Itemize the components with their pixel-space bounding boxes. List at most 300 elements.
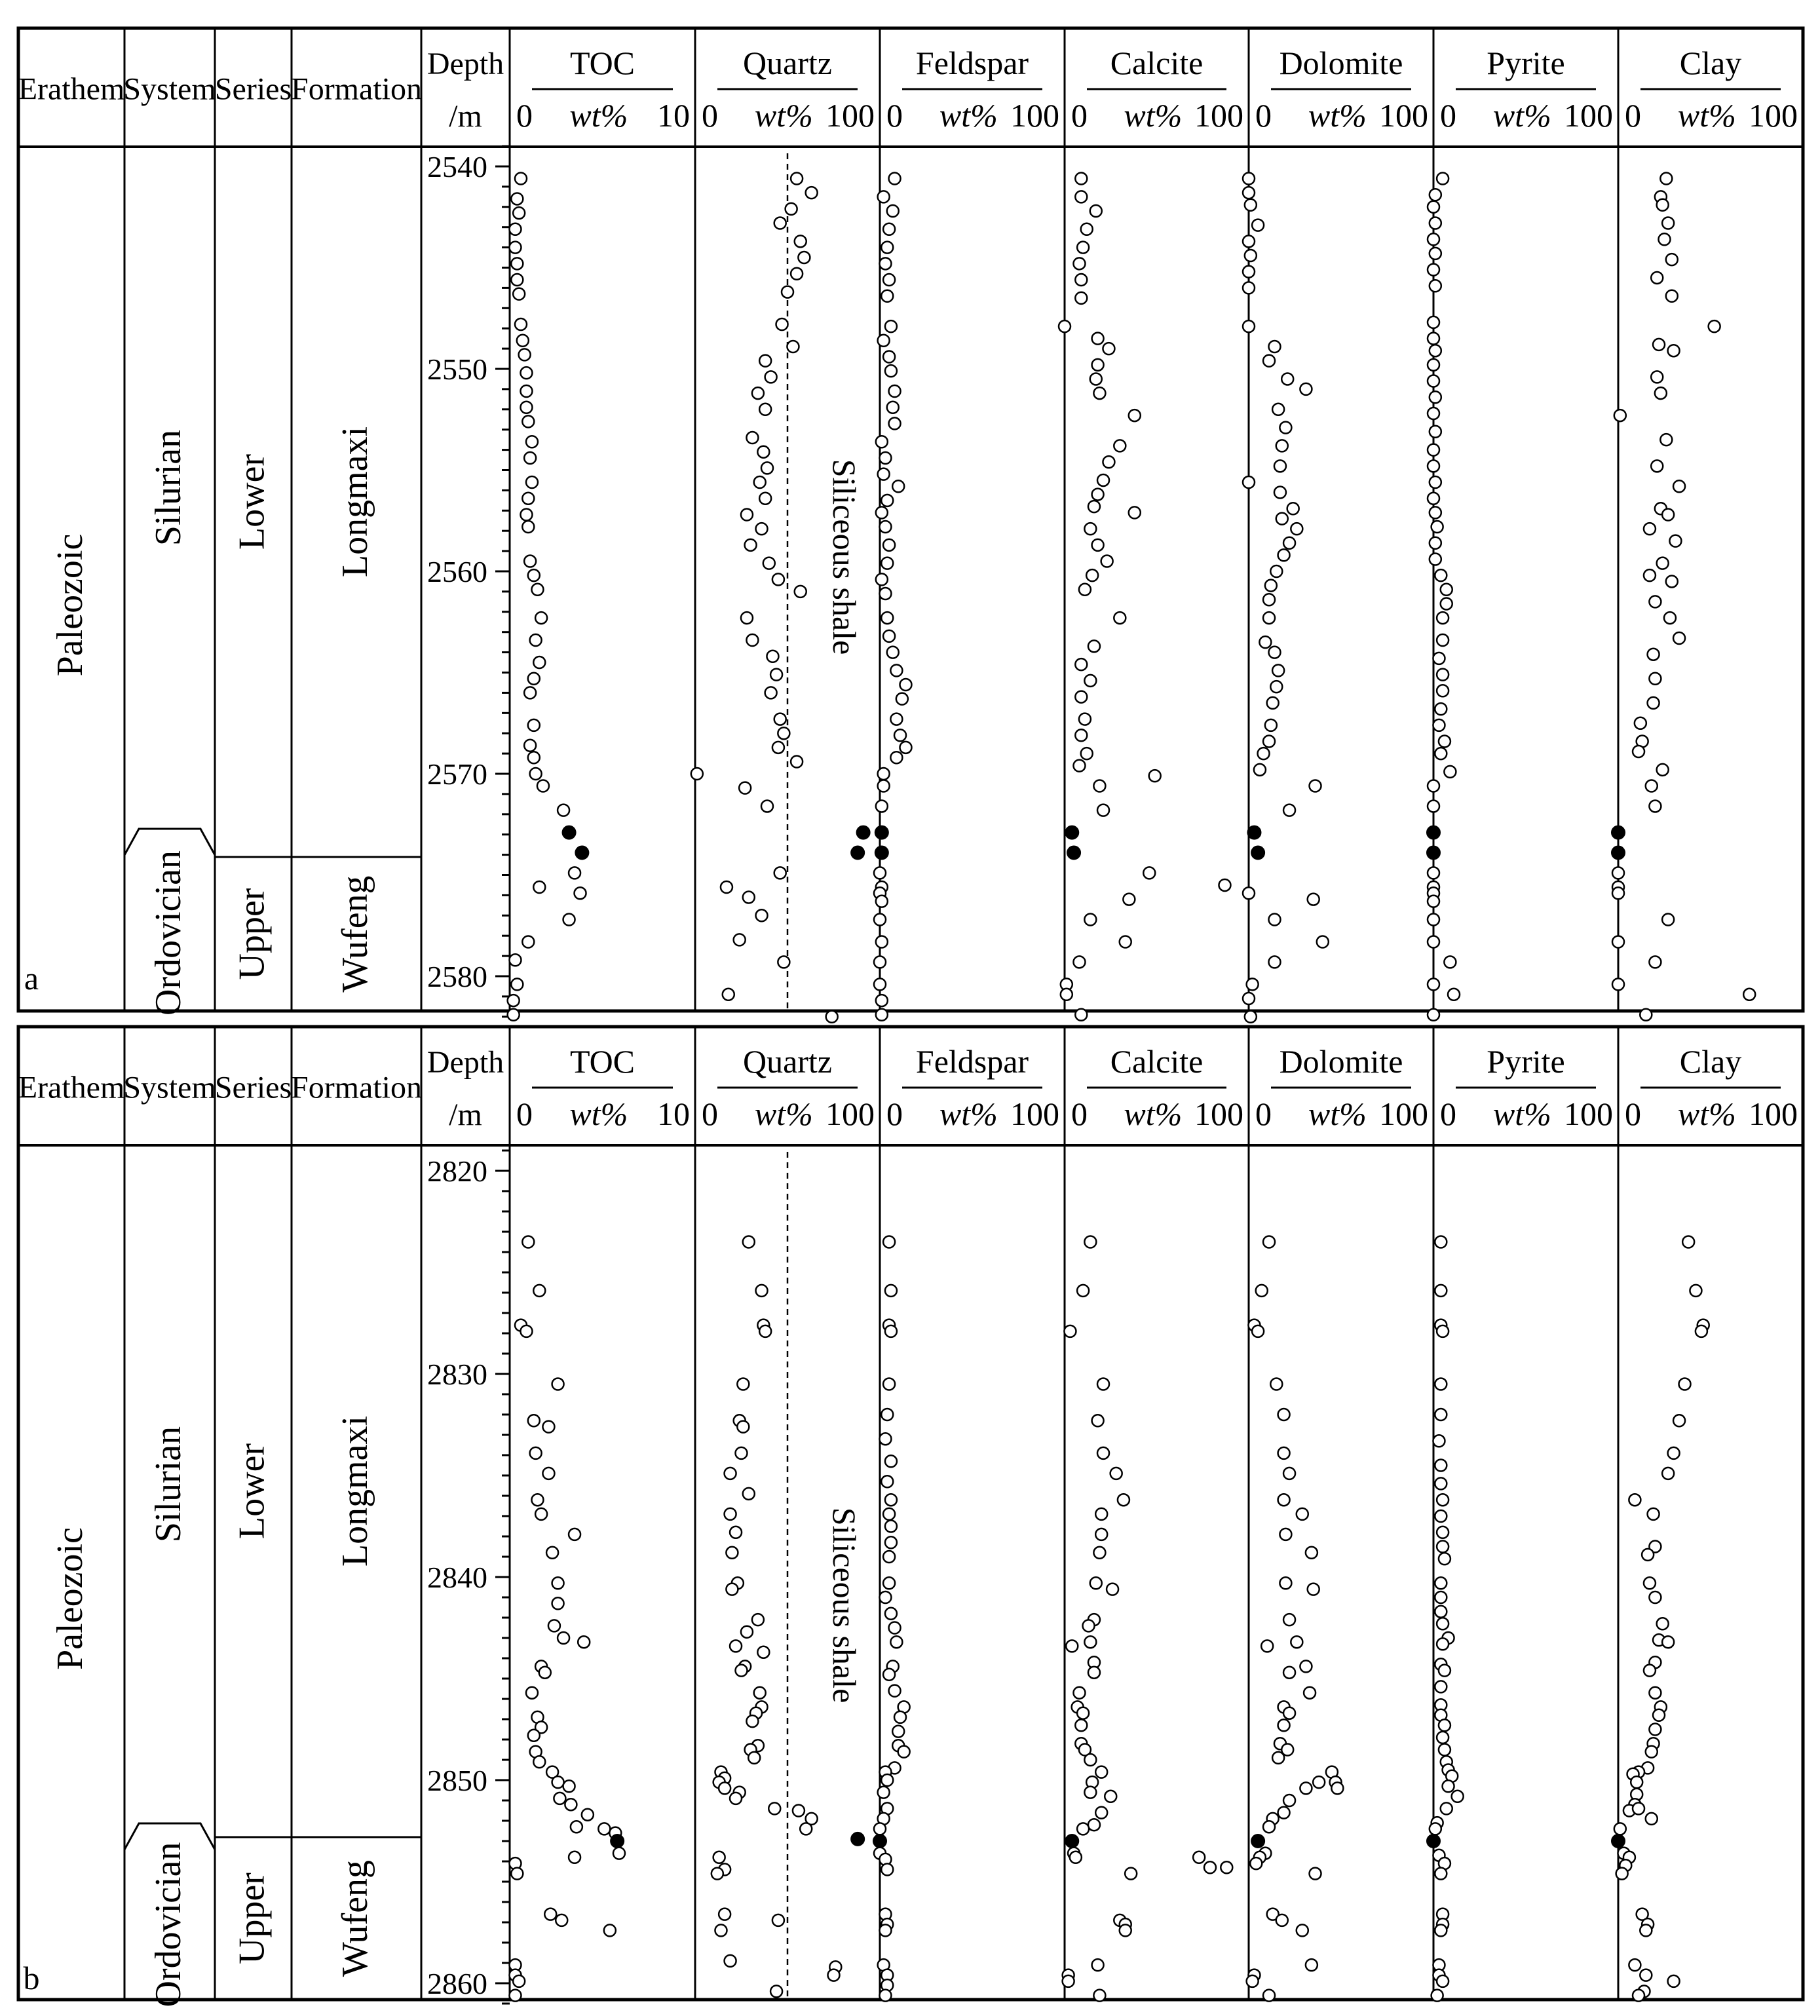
data-point-open [1428, 913, 1439, 925]
data-point-open [879, 1924, 891, 1936]
data-point-open [1265, 719, 1277, 731]
data-point-open [883, 1577, 895, 1589]
data-point-open [526, 436, 538, 447]
data-point-open [1276, 513, 1288, 525]
data-point-open [1662, 1468, 1674, 1479]
header-formation: Formation [291, 1070, 422, 1105]
data-point-open [528, 673, 540, 685]
data-point-open [791, 755, 803, 767]
data-point-open [1259, 636, 1271, 648]
data-point-open [1075, 691, 1087, 703]
data-point-open [1073, 956, 1085, 968]
data-point-open [552, 1379, 564, 1390]
data-point-open [513, 1975, 525, 1987]
data-point-open [1263, 594, 1275, 605]
data-point-open [1441, 584, 1452, 596]
data-point-open [1095, 1529, 1107, 1540]
data-point-open [526, 476, 538, 488]
data-point-open [1079, 584, 1091, 596]
data-point-open [1263, 1821, 1275, 1833]
data-point-open [1283, 805, 1295, 816]
data-point-open [885, 1536, 897, 1548]
data-point-open [552, 1577, 564, 1589]
data-point-open [1084, 913, 1096, 925]
data-point-open [1263, 736, 1275, 748]
data-point-open [1437, 1325, 1449, 1337]
data-point-open [1430, 218, 1441, 229]
data-point-open [876, 436, 888, 447]
axis-min-label: 0 [702, 97, 718, 134]
data-point-open [565, 1798, 577, 1810]
data-point-open [511, 274, 523, 286]
column-title: Feldspar [915, 45, 1029, 81]
data-point-open [1283, 1667, 1295, 1679]
data-point-open [1073, 760, 1085, 772]
data-point-filled [1612, 1835, 1625, 1848]
data-point-open [1435, 1577, 1447, 1589]
data-point-open [1093, 387, 1105, 399]
data-point-open [517, 335, 529, 347]
data-point-open [1614, 1823, 1626, 1835]
data-point-open [1614, 409, 1626, 421]
data-point-open [754, 476, 766, 488]
series-lower-label: Upper [231, 888, 273, 980]
data-point-open [725, 1468, 736, 1479]
data-point-open [1612, 867, 1624, 879]
data-point-open [513, 288, 525, 300]
data-point-open [1084, 1754, 1096, 1766]
axis-min-label: 0 [702, 1095, 718, 1132]
data-point-open [1092, 489, 1104, 501]
data-point-open [878, 335, 890, 347]
data-point-open [1673, 1415, 1685, 1426]
axis-min-label: 0 [1071, 1095, 1088, 1132]
depth-tick-label: 2830 [427, 1358, 487, 1391]
data-point-open [756, 1285, 768, 1297]
data-point-open [1612, 978, 1624, 990]
data-point-open [558, 805, 569, 816]
formation-lower-label: Wufeng [335, 875, 375, 993]
data-point-open [743, 1236, 755, 1248]
data-point-open [879, 1433, 891, 1445]
header-depth: Depth [427, 1045, 504, 1080]
header-depth-unit: /m [449, 1097, 482, 1132]
erathem-label: Paleozoic [50, 533, 90, 677]
data-point-open [1430, 1823, 1441, 1835]
data-point-open [1648, 1508, 1659, 1520]
data-point-open [879, 1591, 891, 1603]
axis-unit-label: wt% [1124, 1095, 1183, 1132]
data-point-open [1646, 1746, 1658, 1758]
data-point-open [795, 235, 806, 247]
data-point-open [1428, 896, 1439, 907]
data-point-open [892, 480, 904, 492]
panel-label: a [24, 960, 39, 997]
column-title: Calcite [1110, 1043, 1204, 1080]
data-point-open [558, 1632, 569, 1644]
data-point-open [1272, 404, 1284, 415]
data-point-open [746, 1715, 758, 1727]
data-point-open [533, 1285, 545, 1297]
data-point-open [1243, 320, 1255, 332]
data-point-open [1649, 673, 1661, 685]
data-point-open [874, 913, 886, 925]
data-point-open [1064, 1325, 1076, 1337]
data-point-open [535, 1508, 547, 1520]
data-point-open [1084, 523, 1096, 535]
data-point-open [743, 1488, 755, 1500]
data-point-open [1428, 460, 1439, 472]
data-point-open [1247, 978, 1259, 990]
data-point-open [881, 1774, 893, 1786]
data-point-open [761, 800, 773, 812]
data-point-open [522, 493, 534, 504]
data-point-open [1077, 1285, 1089, 1297]
data-point-open [519, 349, 531, 360]
axis-unit-label: wt% [1308, 1095, 1367, 1132]
data-point-open [763, 558, 775, 569]
data-point-open [1107, 1584, 1118, 1595]
data-point-open [1435, 1591, 1447, 1603]
data-point-open [874, 1823, 886, 1835]
data-point-open [1437, 1732, 1449, 1743]
axis-min-label: 0 [1625, 97, 1641, 134]
data-point-open [746, 432, 758, 444]
data-point-open [876, 936, 888, 947]
data-point-open [772, 1914, 784, 1926]
data-point-open [883, 1236, 895, 1248]
data-point-filled [1247, 826, 1261, 839]
data-point-open [1308, 894, 1319, 905]
data-point-open [881, 1475, 893, 1487]
data-point-open [1646, 780, 1658, 792]
data-point-open [1428, 936, 1439, 947]
data-point-open [1095, 1508, 1107, 1520]
axis-max-label: 100 [825, 97, 875, 134]
data-point-open [1443, 1780, 1454, 1792]
header-depth-unit: /m [449, 99, 482, 134]
column-title: Dolomite [1279, 45, 1403, 81]
data-point-open [791, 268, 803, 280]
data-point-open [1097, 805, 1109, 816]
data-point-open [1278, 1447, 1290, 1459]
data-point-open [883, 274, 895, 286]
data-point-open [1649, 1724, 1661, 1736]
data-point-open [876, 506, 888, 518]
data-point-open [520, 1325, 532, 1337]
data-point-open [1075, 1009, 1087, 1021]
data-point-open [1278, 1409, 1290, 1420]
data-point-open [613, 1848, 625, 1859]
data-point-open [1306, 1959, 1318, 1971]
system-upper-label: Silurian [148, 1426, 189, 1543]
data-point-open [1063, 1975, 1074, 1987]
data-point-open [604, 1924, 616, 1936]
data-point-open [1648, 697, 1659, 709]
data-point-open [737, 1379, 749, 1390]
data-point-open [524, 687, 536, 698]
data-point-open [883, 630, 895, 642]
data-point-open [713, 1852, 725, 1863]
data-point-open [1439, 1553, 1450, 1565]
data-point-open [1679, 1379, 1691, 1390]
data-point-open [890, 751, 902, 763]
data-point-open [598, 1823, 610, 1835]
data-point-open [1280, 1529, 1291, 1540]
data-point-open [1278, 549, 1290, 561]
data-point-open [1278, 1807, 1290, 1819]
data-point-open [878, 191, 890, 202]
series-lower-label: Upper [231, 1873, 273, 1964]
data-point-open [1297, 1508, 1308, 1520]
data-point-open [1274, 486, 1286, 498]
panel-frame [18, 28, 1803, 1011]
axis-unit-label: wt% [1124, 97, 1183, 134]
data-point-open [881, 612, 893, 624]
data-point-open [874, 867, 886, 879]
data-point-open [1668, 1975, 1680, 1987]
data-point-open [1430, 537, 1441, 549]
data-point-open [900, 742, 911, 753]
data-point-open [1430, 476, 1441, 488]
data-point-open [522, 415, 534, 427]
data-point-open [883, 1379, 895, 1390]
data-point-open [878, 780, 890, 792]
data-point-open [1435, 1409, 1447, 1420]
data-point-open [533, 656, 545, 668]
axis-max-label: 100 [1379, 97, 1428, 134]
data-point-open [1193, 1852, 1205, 1863]
data-point-open [526, 1687, 538, 1699]
data-point-open [1644, 1577, 1656, 1589]
data-point-open [575, 887, 586, 899]
data-point-open [1430, 345, 1441, 356]
axis-max-label: 100 [1379, 1095, 1428, 1132]
data-point-open [1435, 748, 1447, 759]
data-point-open [1114, 612, 1126, 624]
data-point-open [1640, 1969, 1652, 1981]
data-point-filled [875, 826, 888, 839]
erathem-label: Paleozoic [50, 1527, 90, 1670]
data-point-open [879, 1990, 891, 2002]
data-point-open [1268, 647, 1280, 658]
panel-a [18, 28, 1803, 1023]
data-point-open [1657, 558, 1669, 569]
data-point-filled [1251, 846, 1264, 860]
data-point-open [1666, 575, 1678, 587]
data-point-open [1101, 556, 1113, 567]
data-point-open [885, 1608, 897, 1620]
data-point-filled [875, 846, 888, 860]
axis-min-label: 0 [1625, 1095, 1641, 1132]
data-point-open [1073, 1687, 1085, 1699]
data-point-open [1313, 1776, 1325, 1788]
data-point-open [1073, 257, 1085, 269]
data-point-open [1428, 333, 1439, 345]
data-point-open [1297, 1924, 1308, 1936]
data-point-open [1433, 719, 1445, 731]
data-point-open [1435, 1924, 1447, 1936]
data-point-open [1243, 282, 1255, 294]
data-point-open [798, 252, 810, 263]
data-point-open [1075, 274, 1087, 286]
data-point-open [1657, 764, 1669, 776]
data-point-open [1280, 1577, 1291, 1589]
data-point-open [1243, 993, 1255, 1004]
data-point-open [748, 1752, 760, 1764]
data-point-open [509, 1990, 521, 2002]
data-point-open [1444, 956, 1456, 968]
data-point-open [876, 573, 888, 585]
data-point-open [520, 508, 532, 520]
data-point-open [1435, 1606, 1447, 1618]
data-point-open [1428, 978, 1439, 990]
data-point-open [511, 257, 523, 269]
data-point-open [1664, 612, 1676, 624]
data-point-open [1245, 1011, 1257, 1023]
data-point-open [881, 558, 893, 569]
axis-min-label: 0 [1255, 97, 1272, 134]
panel-label: b [23, 1960, 40, 1996]
data-point-open [1437, 1494, 1449, 1506]
data-point-open [1110, 1468, 1122, 1479]
data-point-open [578, 1636, 590, 1648]
data-point-open [1095, 1766, 1107, 1778]
depth-tick-label: 2850 [427, 1764, 487, 1797]
data-point-open [885, 1455, 897, 1467]
siliceous-shale-annotation: Siliceous shale [826, 1507, 863, 1703]
data-point-open [883, 539, 895, 551]
data-point-open [1300, 1660, 1312, 1672]
data-point-open [1252, 1325, 1264, 1337]
data-point-open [806, 187, 818, 199]
data-point-open [881, 495, 893, 506]
data-point-open [1278, 1719, 1290, 1731]
data-point-open [1086, 569, 1098, 581]
data-point-open [1633, 1990, 1644, 2002]
data-point-open [1433, 1435, 1445, 1447]
data-point-open [1640, 1924, 1652, 1936]
data-point-open [726, 1547, 738, 1559]
data-point-open [1247, 1975, 1259, 1987]
data-point-open [1308, 1584, 1319, 1595]
data-point-open [1252, 219, 1264, 231]
data-point-open [531, 1494, 543, 1506]
data-point-open [1644, 569, 1656, 581]
data-point-open [878, 468, 890, 480]
data-point-open [1649, 1687, 1661, 1699]
data-point-filled [1427, 1835, 1440, 1848]
data-point-open [741, 612, 753, 624]
data-point-open [887, 205, 899, 217]
data-point-open [1270, 1379, 1282, 1390]
data-point-open [1084, 1636, 1096, 1648]
data-point-open [1300, 1782, 1312, 1794]
data-point-open [1077, 1707, 1089, 1719]
data-point-open [1649, 596, 1661, 607]
data-point-open [1439, 1719, 1450, 1731]
data-point-filled [851, 1833, 864, 1846]
data-point-open [1437, 634, 1449, 646]
data-point-open [1245, 199, 1257, 211]
depth-tick-label: 2860 [427, 1967, 487, 2000]
data-point-open [563, 913, 575, 925]
data-point-open [1283, 1468, 1295, 1479]
data-point-open [1243, 173, 1255, 185]
data-point-open [1090, 205, 1102, 217]
formation-upper-label: Longmaxi [335, 1415, 375, 1567]
data-point-open [1437, 1527, 1449, 1538]
data-point-open [1690, 1285, 1701, 1297]
axis-unit-label: wt% [1677, 1095, 1736, 1132]
data-point-open [1092, 1959, 1104, 1971]
data-point-open [1640, 1009, 1652, 1021]
data-point-open [1310, 1868, 1321, 1880]
data-point-open [1441, 1802, 1452, 1814]
data-point-open [1243, 187, 1255, 199]
data-point-filled [873, 1835, 886, 1848]
data-point-open [1633, 1802, 1644, 1814]
data-point-open [1642, 1549, 1654, 1561]
data-point-open [768, 1802, 780, 1814]
data-point-open [528, 569, 540, 581]
data-point-open [1267, 697, 1279, 709]
data-point-open [1435, 1379, 1447, 1390]
data-point-open [752, 1614, 764, 1626]
data-point-open [1097, 1379, 1109, 1390]
data-point-open [1696, 1325, 1707, 1337]
system-upper-label: Silurian [148, 429, 189, 546]
data-point-open [889, 173, 901, 185]
data-point-open [1090, 373, 1102, 385]
data-point-open [1088, 1819, 1100, 1831]
data-point-open [1428, 201, 1439, 213]
column-title: Dolomite [1279, 1043, 1403, 1080]
axis-max-label: 100 [825, 1095, 875, 1132]
data-point-open [741, 508, 753, 520]
data-point-open [1651, 371, 1663, 383]
data-point-open [879, 588, 891, 599]
data-point-open [711, 1868, 723, 1880]
data-point-open [761, 462, 773, 474]
data-point-open [1657, 1618, 1669, 1629]
formation-lower-label: Wufeng [335, 1859, 375, 1977]
data-point-filled [563, 826, 576, 839]
data-point-open [1283, 1707, 1295, 1719]
data-point-open [885, 1325, 897, 1337]
data-point-open [1430, 553, 1441, 565]
data-point-open [1256, 1285, 1268, 1297]
data-point-open [1673, 632, 1685, 644]
data-point-open [1300, 383, 1312, 395]
data-point-open [894, 1711, 906, 1723]
data-point-open [1437, 612, 1449, 624]
data-point-open [1428, 316, 1439, 328]
data-point-open [522, 936, 534, 947]
axis-min-label: 0 [886, 97, 903, 134]
data-point-open [1105, 1791, 1116, 1802]
data-point-open [1291, 1636, 1302, 1648]
axis-unit-label: wt% [939, 1095, 998, 1132]
data-point-open [1088, 1667, 1100, 1679]
data-point-open [1635, 717, 1646, 729]
data-point-open [734, 934, 746, 945]
data-point-open [1075, 729, 1087, 741]
header-formation: Formation [291, 71, 422, 107]
data-point-open [767, 651, 778, 662]
data-point-open [1660, 434, 1672, 446]
data-point-open [723, 989, 734, 1000]
